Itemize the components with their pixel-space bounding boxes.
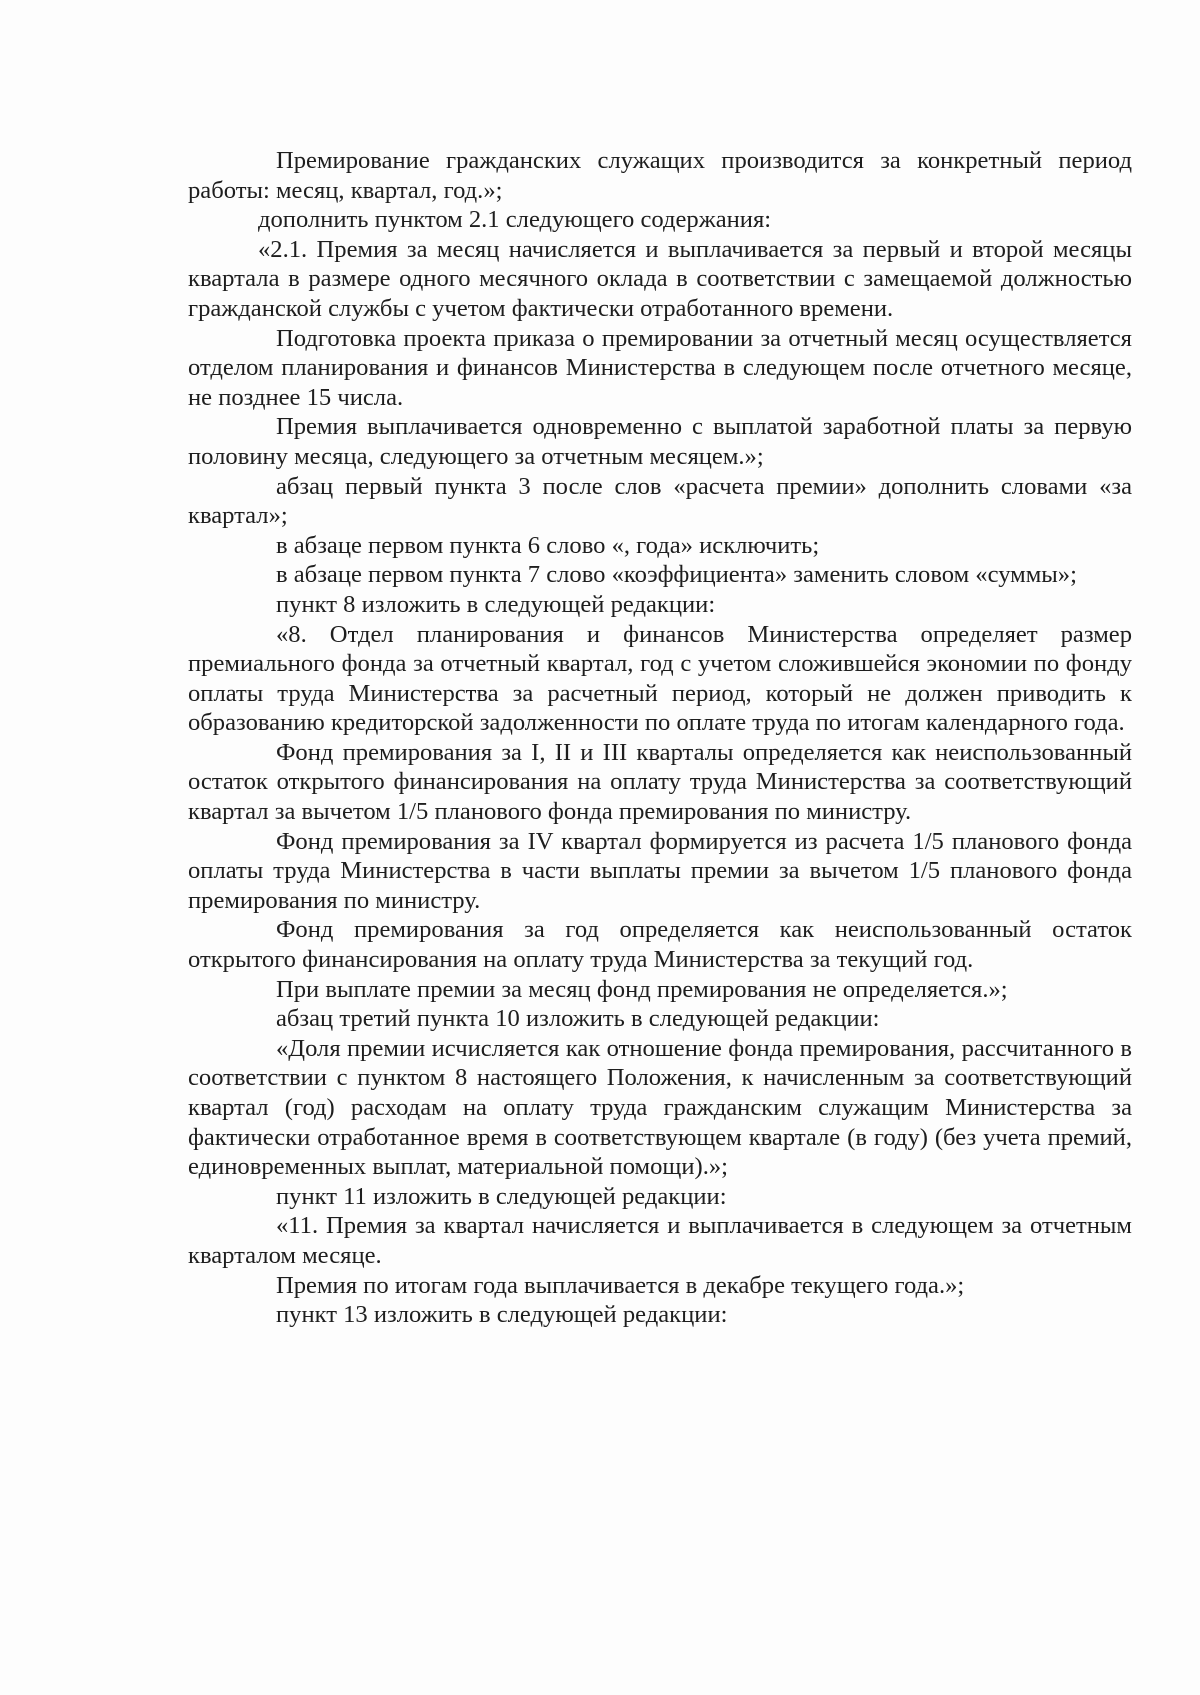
paragraph: пункт 11 изложить в следующей редакции: — [276, 1182, 727, 1210]
paragraph: «8. Отдел планирования и финансов Министерства определяет размер премиального фонда за отчетный квартал, год с учетом сложившейся экономии по фонду оплаты труда Министерства за расчетный период, который не должен приводить к образованию кредиторской задолженности по оплате труда по итогам календарного года. — [188, 620, 1132, 737]
paragraph: пункт 13 изложить в следующей редакции: — [276, 1301, 728, 1329]
paragraph: пункт 8 изложить в следующей редакции: — [276, 590, 716, 618]
paragraph: Фонд премирования за год определяется как неиспользованный остаток открытого финансирования на оплату труда Министерства за текущий год. — [188, 916, 1132, 974]
paragraph: Премия по итогам года выплачивается в декабре текущего года.»; — [276, 1271, 965, 1299]
paragraph: Премия выплачивается одновременно с выплатой заработной платы за первую половину месяца, следующего за отчетным месяцем.»; — [188, 413, 1132, 470]
paragraph: «Доля премии исчисляется как отношение фонда премирования, рассчитанного в соответствии с пунктом 8 настоящего Положения, к начисленным за соответствующий квартал (год) расходам на оплату труда гражданским служащим Министерства за фактически отработанное время в соответствующем квартале (в году) (без учета премий, единовременных выплат, материальной помощи).»; — [188, 1034, 1132, 1181]
paragraph: в абзаце первом пункта 7 слово «коэффициента» заменить словом «суммы»; — [276, 561, 1077, 589]
paragraph: в абзаце первом пункта 6 слово «, года» исключить; — [276, 531, 820, 559]
paragraph: абзац третий пункта 10 изложить в следующей редакции: — [276, 1005, 880, 1033]
paragraph: Фонд премирования за I, II и III кварталы определяется как неиспользованный остаток открытого финансирования на оплату труда Министерства за соответствующий квартал за вычетом 1/5 планового фонда премирования по министру. — [188, 738, 1132, 826]
paragraph: Подготовка проекта приказа о премировании за отчетный месяц осуществляется отделом планирования и финансов Министерства в следующем после отчетного месяце, не позднее 15 числа. — [188, 324, 1132, 411]
paragraph: абзац первый пункта 3 после слов «расчета премии» дополнить словами «за квартал»; — [188, 472, 1132, 530]
paragraph: «11. Премия за квартал начисляется и выплачивается в следующем за отчетным кварталом месяце. — [188, 1212, 1132, 1269]
paragraph: Премирование гражданских служащих производится за конкретный период работы: месяц, квартал, год.»; — [188, 147, 1132, 204]
paragraph: При выплате премии за месяц фонд премирования не определяется.»; — [276, 975, 1008, 1003]
document-body — [188, 146, 1132, 1330]
paragraph: Фонд премирования за IV квартал формируется из расчета 1/5 планового фонда оплаты труда Министерства в части выплаты премии за вычетом 1/5 планового фонда премирования по министру. — [188, 827, 1132, 914]
paragraph: «2.1. Премия за месяц начисляется и выплачивается за первый и второй месяцы квартала в размере одного месячного оклада в соответствии с замещаемой должностью гражданской службы с учетом фактически отработанного времени. — [188, 235, 1132, 322]
paragraph: дополнить пунктом 2.1 следующего содержания: — [258, 206, 772, 234]
